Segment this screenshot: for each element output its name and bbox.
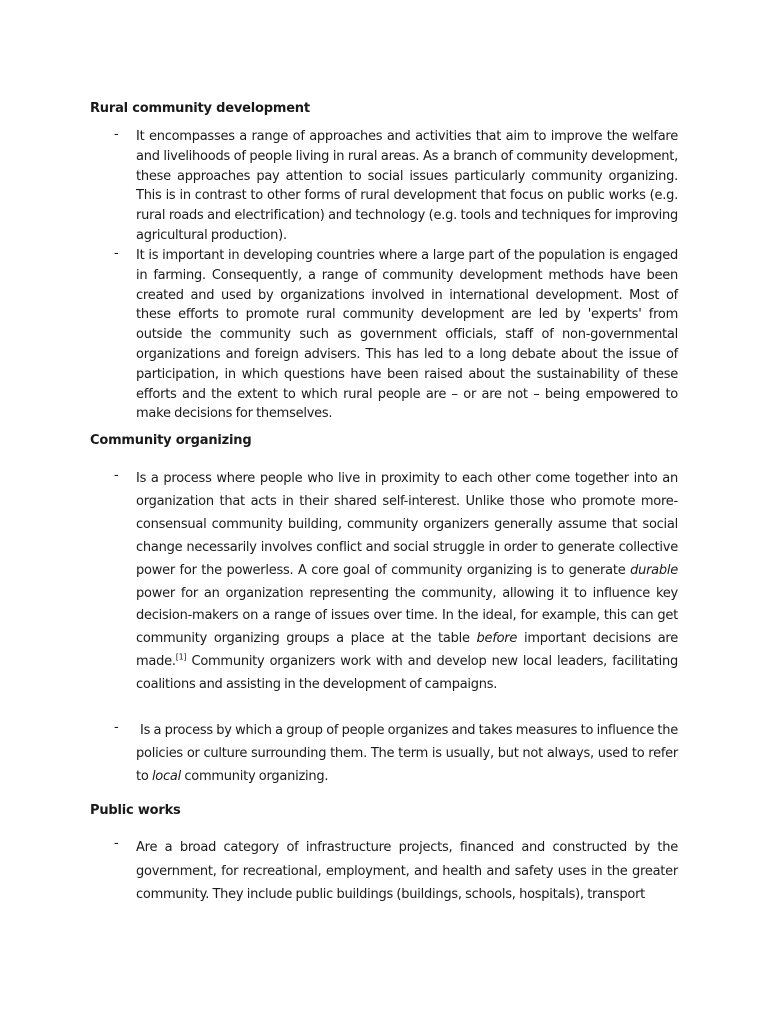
bullet-dash: - (114, 246, 119, 261)
bullet-dash: - (114, 836, 119, 851)
text-run: power for an organization representing the community, allowing it to influence key decision-makers on a range of issues over time. In the ideal, for example, this can get community organizing groups a place at the table (136, 585, 678, 647)
section-heading-rural-community-development: Rural community development (90, 101, 310, 116)
emphasis-text: local (151, 768, 181, 784)
bullet-dash: - (114, 127, 119, 142)
text-run: community organizing. (180, 768, 329, 784)
section-heading-community-organizing: Community organizing (90, 433, 252, 448)
text-run: Is a process where people who live in proximity to each other come together into an organization that acts in their shared self-interest. Unlike those who promote more-consensual community building, community organizers generally assume that social change necessarily involves conflict and social struggle in order to generate collective power for the powerless. A core goal of community organizing is to generate (136, 471, 678, 578)
footnote-reference[interactable]: [1] (175, 652, 187, 662)
paragraph-public-works-1: Are a broad category of infrastructure projects, financed and constructed by the government, for recreational, employment, and health and safety uses in the greater community. They include public buildings (buildings, schools, hospitals), transport (136, 840, 678, 902)
paragraph-organizing-1 (136, 468, 678, 697)
text-run: Is a process by which a group of people organizes and takes measures to influence the policies or culture surrounding them. The term is usually, but not always, used to refer to (136, 723, 678, 784)
text-run: important decisions are made. (136, 631, 678, 670)
paragraph-rural-1: It encompasses a range of approaches and activities that aim to improve the welfare and livelihoods of people living in rural areas. As a branch of community development, these approaches pay attention to social issues particularly community organizing. This is in contrast to other forms of rural development that focus on public works (e.g. rural roads and electrification) and technology (e.g. tools and techniques for improving agricultural production). (136, 129, 678, 243)
emphasis-text: durable (630, 562, 678, 578)
paragraph-organizing-2 (136, 720, 678, 789)
paragraph-rural-2: It is important in developing countries where a large part of the population is engaged in farming. Consequently, a range of community development methods have been created and used by organizations involved in international development. Most of these efforts to promote rural community development are led by 'experts' from outside the community such as government officials, staff of non-governmental organizations and foreign advisers. This has led to a long debate about the issue of participation, in which questions have been raised about the sustainability of these efforts and the extent to which rural people are – or are not – being empowered to make decisions for themselves. (136, 248, 678, 422)
bullet-dash: - (114, 720, 119, 735)
section-heading-public-works: Public works (90, 803, 181, 818)
text-run: Community organizers work with and develop new local leaders, facilitating coalitions and assisting in the development of campaigns. (136, 654, 678, 693)
emphasis-text: before (476, 631, 518, 647)
bullet-dash: - (114, 468, 119, 483)
